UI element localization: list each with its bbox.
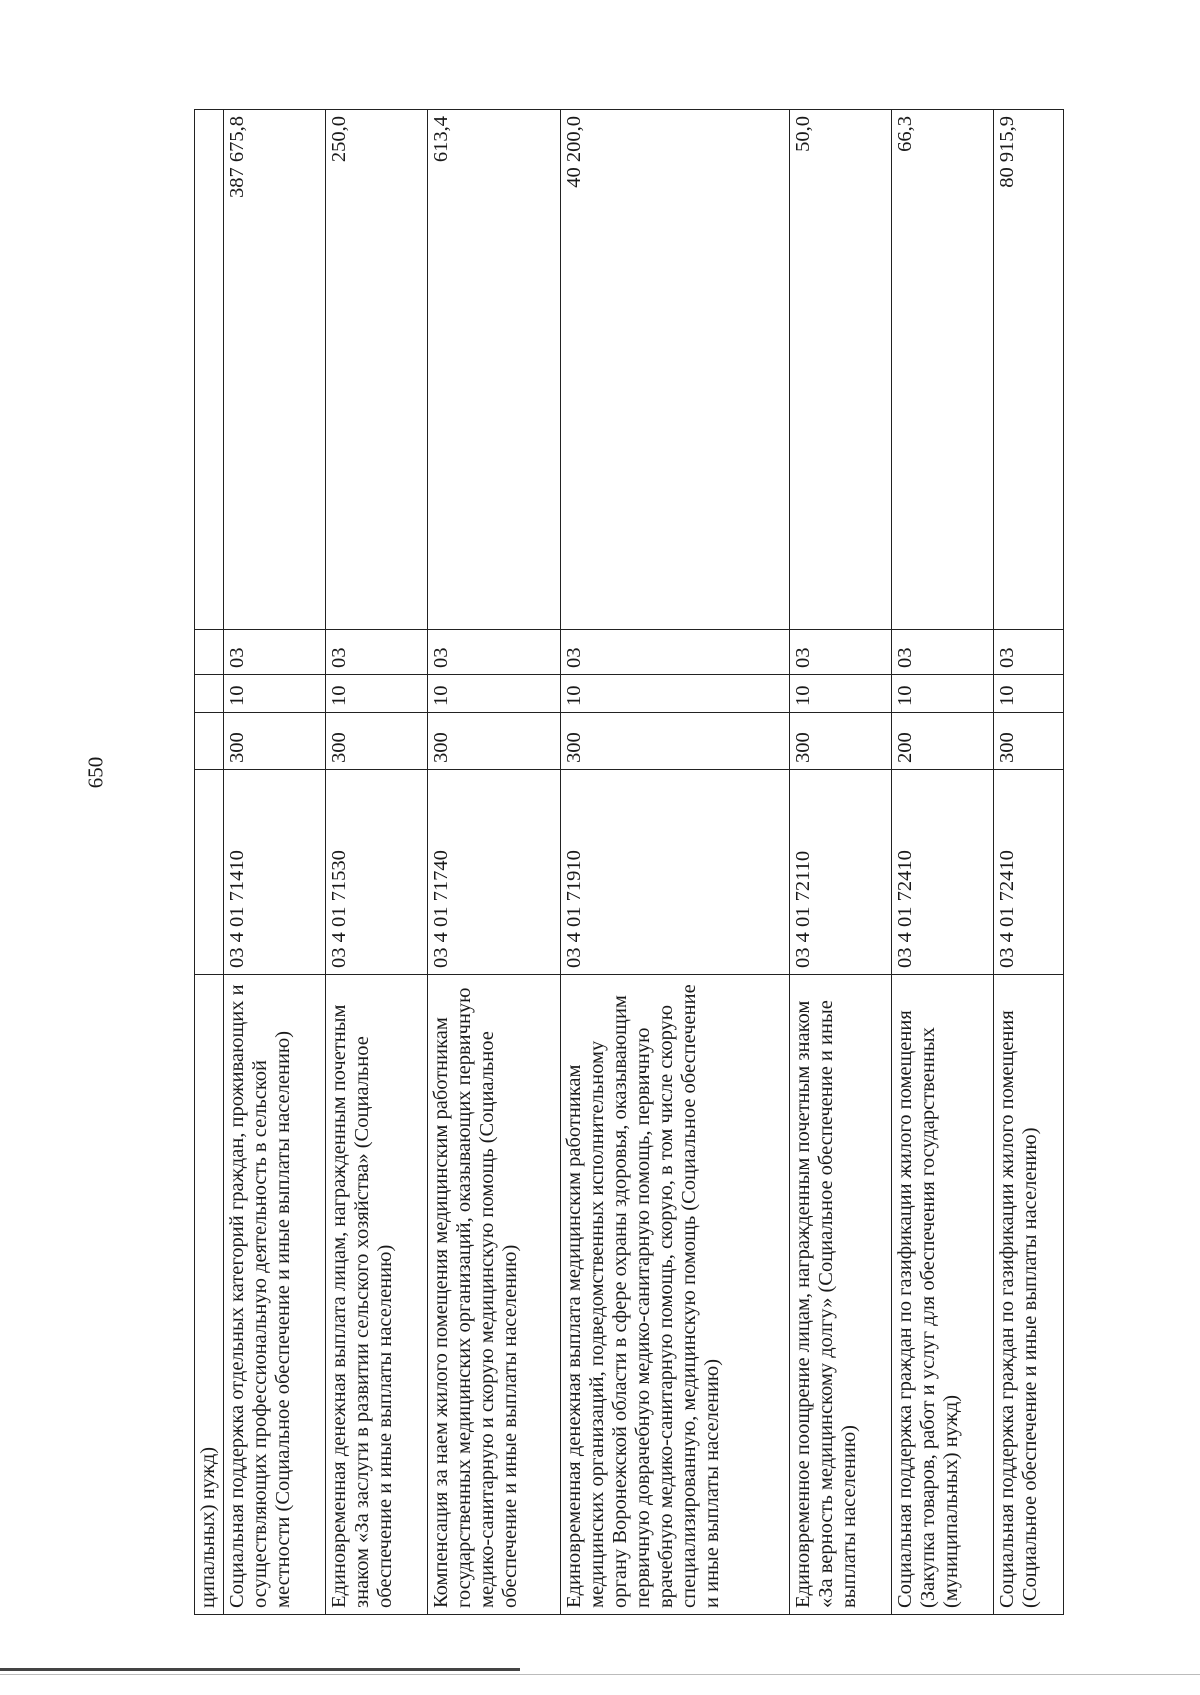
row-target-code: 03 4 01 72110	[789, 770, 891, 975]
row-target-code: 03 4 01 71740	[427, 770, 561, 975]
row-expense-type: 300	[325, 713, 427, 770]
row-amount: 80 915,9	[993, 110, 1063, 630]
row-subsection: 03	[224, 630, 326, 675]
row-expense-type: 300	[224, 713, 326, 770]
row-section: 10	[993, 675, 1063, 713]
table-row	[195, 110, 224, 1615]
row-expense-type: 300	[561, 713, 790, 770]
row-target-code: 03 4 01 71410	[224, 770, 326, 975]
row-section: 10	[789, 675, 891, 713]
table-row	[561, 110, 790, 1615]
row-subsection: 03	[325, 630, 427, 675]
row-expense-type: 200	[891, 713, 993, 770]
row-expense-type	[195, 713, 224, 770]
table-row	[993, 110, 1063, 1615]
row-subsection: 03	[993, 630, 1063, 675]
row-subsection: 03	[891, 630, 993, 675]
table-row	[891, 110, 993, 1615]
row-name: Единовременная денежная выплата медицинским работникам медицинских организаций, подведомственных исполнительному органу Воронежской области в сфере охраны здоровья, оказывающим первичную доврачебную медико-санитарную помощь, первичную врачебную медико-санитарную помощь, скорую, в том числе скорую специализированную, медицинскую помощь (Социальное обеспечение и иные выплаты населению)	[561, 975, 790, 1615]
row-name: Единовременная денежная выплата лицам, награжденным почетным знаком «За заслуги в развитии сельского хозяйства» (Социальное обеспечение и иные выплаты населению)	[325, 975, 427, 1615]
row-name: Единовременное поощрение лицам, награжденным почетным знаком «За верность медицинскому долгу» (Социальное обеспечение и иные выплаты населению)	[789, 975, 891, 1615]
row-expense-type: 300	[993, 713, 1063, 770]
row-amount: 40 200,0	[561, 110, 790, 630]
row-amount: 50,0	[789, 110, 891, 630]
row-amount: 387 675,8	[224, 110, 326, 630]
row-section: 10	[224, 675, 326, 713]
row-name: Социальная поддержка отдельных категорий граждан, проживающих и осуществляющих профессиональную деятельность в сельской местности (Социальное обеспечение и иные выплаты населению)	[224, 975, 326, 1615]
table-row	[325, 110, 427, 1615]
rotated-table-container	[194, 110, 1064, 1615]
row-subsection: 03	[789, 630, 891, 675]
row-target-code: 03 4 01 72410	[891, 770, 993, 975]
table-row	[789, 110, 891, 1615]
row-expense-type: 300	[789, 713, 891, 770]
row-name: Компенсация за наем жилого помещения медицинским работникам государственных медицинских организаций, оказывающих первичную медико-санитарную и скорую медицинскую помощь (Социальное обеспечение и иные выплаты населению)	[427, 975, 561, 1615]
row-name: Социальная поддержка граждан по газификации жилого помещения (Закупка товаров, работ и услуг для обеспечения государственных (муниципальных) нужд)	[891, 975, 993, 1615]
row-section: 10	[561, 675, 790, 713]
row-subsection: 03	[561, 630, 790, 675]
row-amount: 613,4	[427, 110, 561, 630]
row-target-code: 03 4 01 71530	[325, 770, 427, 975]
row-section: 10	[325, 675, 427, 713]
row-section	[195, 675, 224, 713]
row-name: Социальная поддержка граждан по газификации жилого помещения (Социальное обеспечение и иные выплаты населению)	[993, 975, 1063, 1615]
table-row	[224, 110, 326, 1615]
budget-table	[194, 109, 1064, 1615]
page-number: 650	[83, 756, 108, 789]
row-subsection	[195, 630, 224, 675]
row-amount: 66,3	[891, 110, 993, 630]
row-amount	[195, 110, 224, 630]
row-target-code: 03 4 01 72410	[993, 770, 1063, 975]
row-target-code	[195, 770, 224, 975]
scan-edge-line-thin	[0, 1674, 1200, 1675]
row-target-code: 03 4 01 71910	[561, 770, 790, 975]
row-amount: 250,0	[325, 110, 427, 630]
scan-edge-line	[0, 1668, 520, 1671]
row-section: 10	[891, 675, 993, 713]
table-row	[427, 110, 561, 1615]
row-name: ципальных) нужд)	[195, 975, 224, 1615]
row-expense-type: 300	[427, 713, 561, 770]
row-subsection: 03	[427, 630, 561, 675]
row-section: 10	[427, 675, 561, 713]
